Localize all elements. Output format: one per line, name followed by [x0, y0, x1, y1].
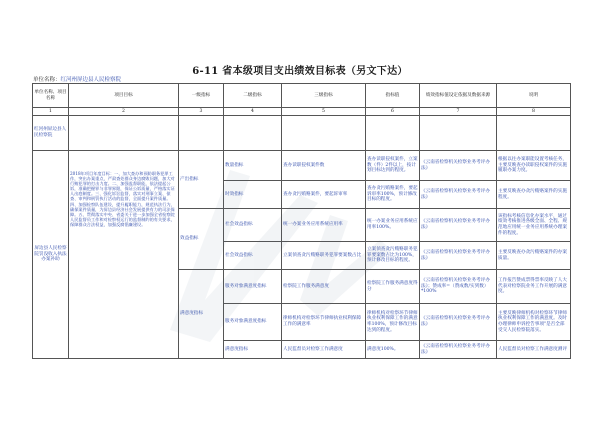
header-row [33, 84, 571, 108]
indicator-basis: 《云南省检察机关检察业务考评办法》 [420, 209, 497, 242]
level2-indicator: 数量指标 [224, 151, 282, 181]
level3-indicator: 查办读职侵权案件数 [282, 151, 366, 181]
indicator-value: 律师机构对检察环节律师执业权利保障工作的满意率100%，预计修改目标达到的程度。 [366, 304, 420, 341]
index-cell: 7 [420, 108, 497, 116]
header-level2: 二级指标 [224, 84, 282, 108]
header-level1: 一级指标 [179, 84, 224, 108]
level3-indicator: 立案侦查贪污贿赂职务犯罪要案数占比 [282, 242, 366, 270]
header-note: 说明 [497, 84, 571, 108]
indicator-basis: 《云南省检察机关检察业务考评办法》 [420, 181, 497, 209]
level3-indicator: 检察院工作服务满意度 [282, 270, 366, 304]
unit-row [33, 116, 571, 151]
header-level3: 三级指标 [282, 84, 366, 108]
indicator-value: 查办贪污贿赂案件，要起诉审率100%，预计修改目标的程度。 [366, 181, 420, 209]
unit-name-label: 单位名称： [33, 77, 61, 83]
indicator-note: 主要反映律师机构对检察环节律师执业权利保障工作的满意度。及时办理律师申诉控告事项"是否全部受交人民检察院落实。 [497, 304, 571, 341]
index-cell: 6 [366, 108, 420, 116]
index-cell: 5 [282, 108, 366, 116]
level2-indicator: 社会效益指标 [224, 242, 282, 270]
indicator-note: 工作报告赞成票得票率反映了人大代表对检察院业务工作开展的满意度。 [497, 270, 571, 304]
indicator-note: 该指标考核信息化办案水平，通过绩效考核推进各级全面、全程、规范地应用统一业务应用系统办理案件的程度。 [497, 209, 571, 242]
unit-name-value: 红河州屏边县人民检察院 [60, 77, 122, 83]
header-unit-project: 单位名称、项目名称 [33, 84, 69, 108]
performance-goal-table [32, 83, 571, 359]
indicator-basis: 《云南省检察机关检察业务考评办法》；赞成率=（赞成数/实到数）*100% [420, 270, 497, 304]
level2-indicator: 满意度指标 [224, 341, 282, 359]
level3-indicator: 查办贪污贿赂案件，要起诉审率 [282, 181, 366, 209]
indicator-value: 检察院工作服务满意度得分 [366, 270, 420, 304]
index-cell: 1 [33, 108, 69, 116]
index-row [33, 108, 571, 116]
index-cell: 4 [224, 108, 282, 116]
index-cell: 2 [69, 108, 179, 116]
indicator-value: 统一办案业务应用系统应用率100%。 [366, 209, 420, 242]
indicator-basis: 《云南省检察机关检察业务考评办法》 [420, 151, 497, 181]
unit-row-name: 红河州屏边县人民检察院 [33, 116, 69, 151]
header-value: 指标值 [366, 84, 420, 108]
indicator-note: 人民监督员对检察工作满意度测评 [497, 341, 571, 359]
level1-indicator: 满意度指标 [179, 270, 224, 359]
project-name: 屏边县人民检察院罚没收入执法办案补助 [33, 151, 69, 359]
indicator-basis: 《云南省检察机关检察业务考评办法》 [420, 341, 497, 359]
level3-indicator: 人民监督员对检察工作满意度 [282, 341, 366, 359]
level1-indicator: 效益指标 [179, 209, 224, 270]
level2-indicator: 服务对象满意度指标 [224, 270, 282, 304]
table-row [33, 151, 571, 181]
indicator-basis: 《云南省检察机关检察业务考评办法》 [420, 242, 497, 270]
indicator-value: 满意度100%。 [366, 341, 420, 359]
project-goal: 2018年项目年度目标：一、加大查办和预防职务犯罪工作，突出办案重点，严肃查处群众身边腐败问题，加大对行贿犯罪的打击力度。二、加强监督职能，依法提起公诉，准确把握罪与非罪界限，保证公诉质量，严格落实证人出庭制度。三、强化诉讼监督，落实对刑事立案、侦查、审判和刑罚执行活动的监督，全面提升案件质量。四、加强检察队伍建设，提升履职能力，规范执法行为，确保案件质量，为屏边县经济社会发展提供有力的司法保障。五、贯彻落实中央、省委关于进一步加强全省检察院人民监督员工作和对检察权运行的监督制约的有关要求，保障群众合法权益，加强反腐倡廉建设。 [69, 151, 179, 359]
indicator-note: 主要反映查办贪污贿赂案件的办案质量。 [497, 242, 571, 270]
level2-indicator: 社会效益指标 [224, 209, 282, 242]
header-basis: 绩效指标值设定依据及数据来源 [420, 84, 497, 108]
unit-name-line [33, 75, 121, 83]
level3-indicator: 统一办案业务应用系统应用率 [282, 209, 366, 242]
indicator-value: 立案侦查贪污贿赂职务犯罪要案数占比为100%，预计修改目标的程度。 [366, 242, 420, 270]
level2-indicator: 服务对象满意度指标 [224, 304, 282, 341]
indicator-note: 根据以往办案职能设置考核任务，主要反映查办读职侵权案件的实施履职办案力度。 [497, 151, 571, 181]
indicator-note: 主要反映查办贪污贿赂案件的实施程度。 [497, 181, 571, 209]
level3-indicator: 律师机构对检察环节律师执业权利保障工作的满意率 [282, 304, 366, 341]
indicator-value: 查办读职侵权案件，立案数（件）2件以上，按计划目标达到的程度。 [366, 151, 420, 181]
table-title: 6-11 省本级项目支出绩效目标表（另文下达） [192, 66, 408, 77]
indicator-basis: 《云南省检察机关检察业务考评办法》 [420, 304, 497, 341]
header-project-goal: 项目目标 [69, 84, 179, 108]
level1-indicator: 产出指标 [179, 151, 224, 209]
index-cell: 3 [179, 108, 224, 116]
index-cell: 8 [497, 108, 571, 116]
level2-indicator: 时效指标 [224, 181, 282, 209]
